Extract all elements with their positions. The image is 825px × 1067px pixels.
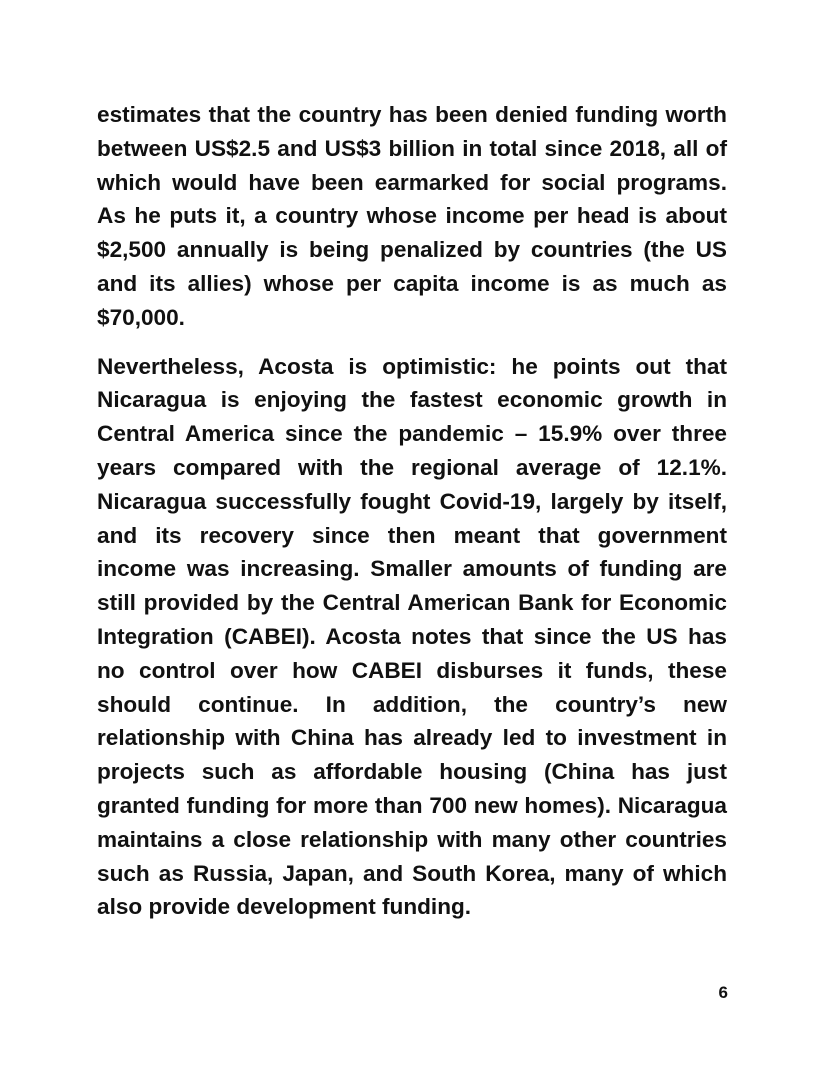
paragraph-1: estimates that the country has been denied funding worth between US$2.5 and US$3 billion in total since 2018, all of which would have been earmarked for social programs. As he puts it, a country whose income per head is about $2,500 annually is being penalized by countries (the US and its allies) whose per capita income is as much as $70,000. — [97, 102, 727, 330]
page-number: 6 — [718, 983, 728, 1002]
body-text — [97, 98, 727, 924]
paragraph-2: Nevertheless, Acosta is optimistic: he points out that Nicaragua is enjoying the fastest economic growth in Central America since the pandemic – 15.9% over three years compared with the regional average of 12.1%. Nicaragua successfully fought Covid-19, largely by itself, and its recovery since then meant that government income was increasing. Smaller amounts of funding are still provided by the Central American Bank for Economic Integration (CABEI). Acosta notes that since the US has no control over how CABEI disburses it funds, these should continue. In addition, the country’s new relationship with China has already led to investment in projects such as affordable housing (China has just granted funding for more than 700 new homes). Nicaragua maintains a close relationship with many other countries such as Russia, Japan, and South Korea, many of which also provide development funding. — [97, 353, 727, 920]
